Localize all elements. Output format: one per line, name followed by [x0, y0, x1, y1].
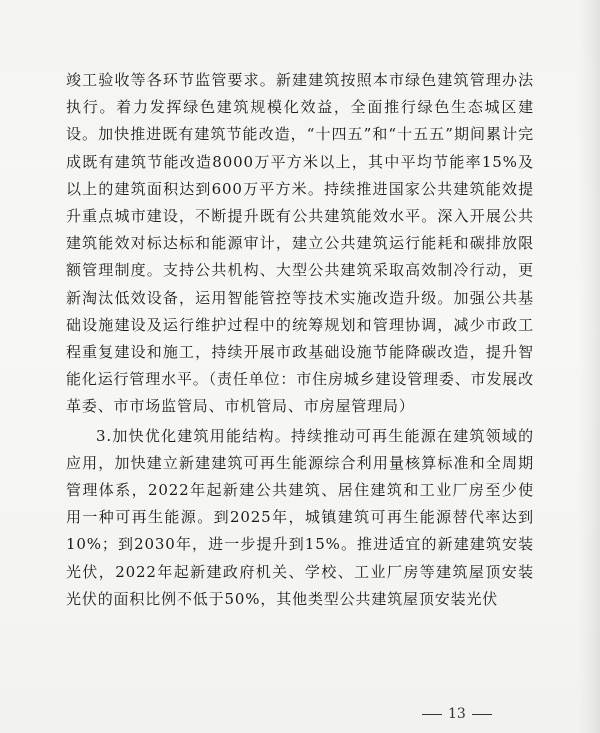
body-text: [66, 67, 534, 613]
footer-dash-right: [472, 714, 492, 715]
page-edge-shadow: [578, 0, 600, 733]
page-footer: [416, 706, 536, 722]
paragraph-2: 3.加快优化建筑用能结构。持续推动可再生能源在建筑领域的应用，加快建立新建建筑可再生能源综合利用量核算标准和全周期管理体系，2022年起新建公共建筑、居住建筑和工业厂房至少使用一种可再生能源。到2025年，城镇建筑可再生能源替代率达到10%；到2030年，进一步提升到15%。推进适宜的新建建筑安装光伏，2022年起新建政府机关、学校、工业厂房等建筑屋顶安装光伏的面积比例不低于50%，其他类型公共建筑屋顶安装光伏: [66, 426, 534, 608]
paragraph-1: 竣工验收等各环节监管要求。新建建筑按照本市绿色建筑管理办法执行。着力发挥绿色建筑规模化效益，全面推行绿色生态城区建设。加快推进既有建筑节能改造，“十四五”和“十五五”期间累计完成既有建筑节能改造8000万平方米以上，其中平均节能率15%及以上的建筑面积达到600万平方米。持续推进国家公共建筑能效提升重点城市建设，不断提升既有公共建筑能效水平。深入开展公共建筑能效对标达标和能源审计，建立公共建筑运行能耗和碳排放限额管理制度。支持公共机构、大型公共建筑采取高效制冷行动，更新淘汰低效设备，运用智能管控等技术实施改造升级。加强公共基础设施建设及运行维护过程中的统筹规划和管理协调，减少市政工程重复建设和施工，持续开展市政基础设施节能降碳改造，提升智能化运行管理水平。（责任单位：市住房城乡建设管理委、市发展改革委、市市场监管局、市机管局、市房屋管理局）: [66, 71, 535, 416]
footer-dash-left: [422, 714, 442, 715]
page-number: 13: [448, 706, 466, 722]
